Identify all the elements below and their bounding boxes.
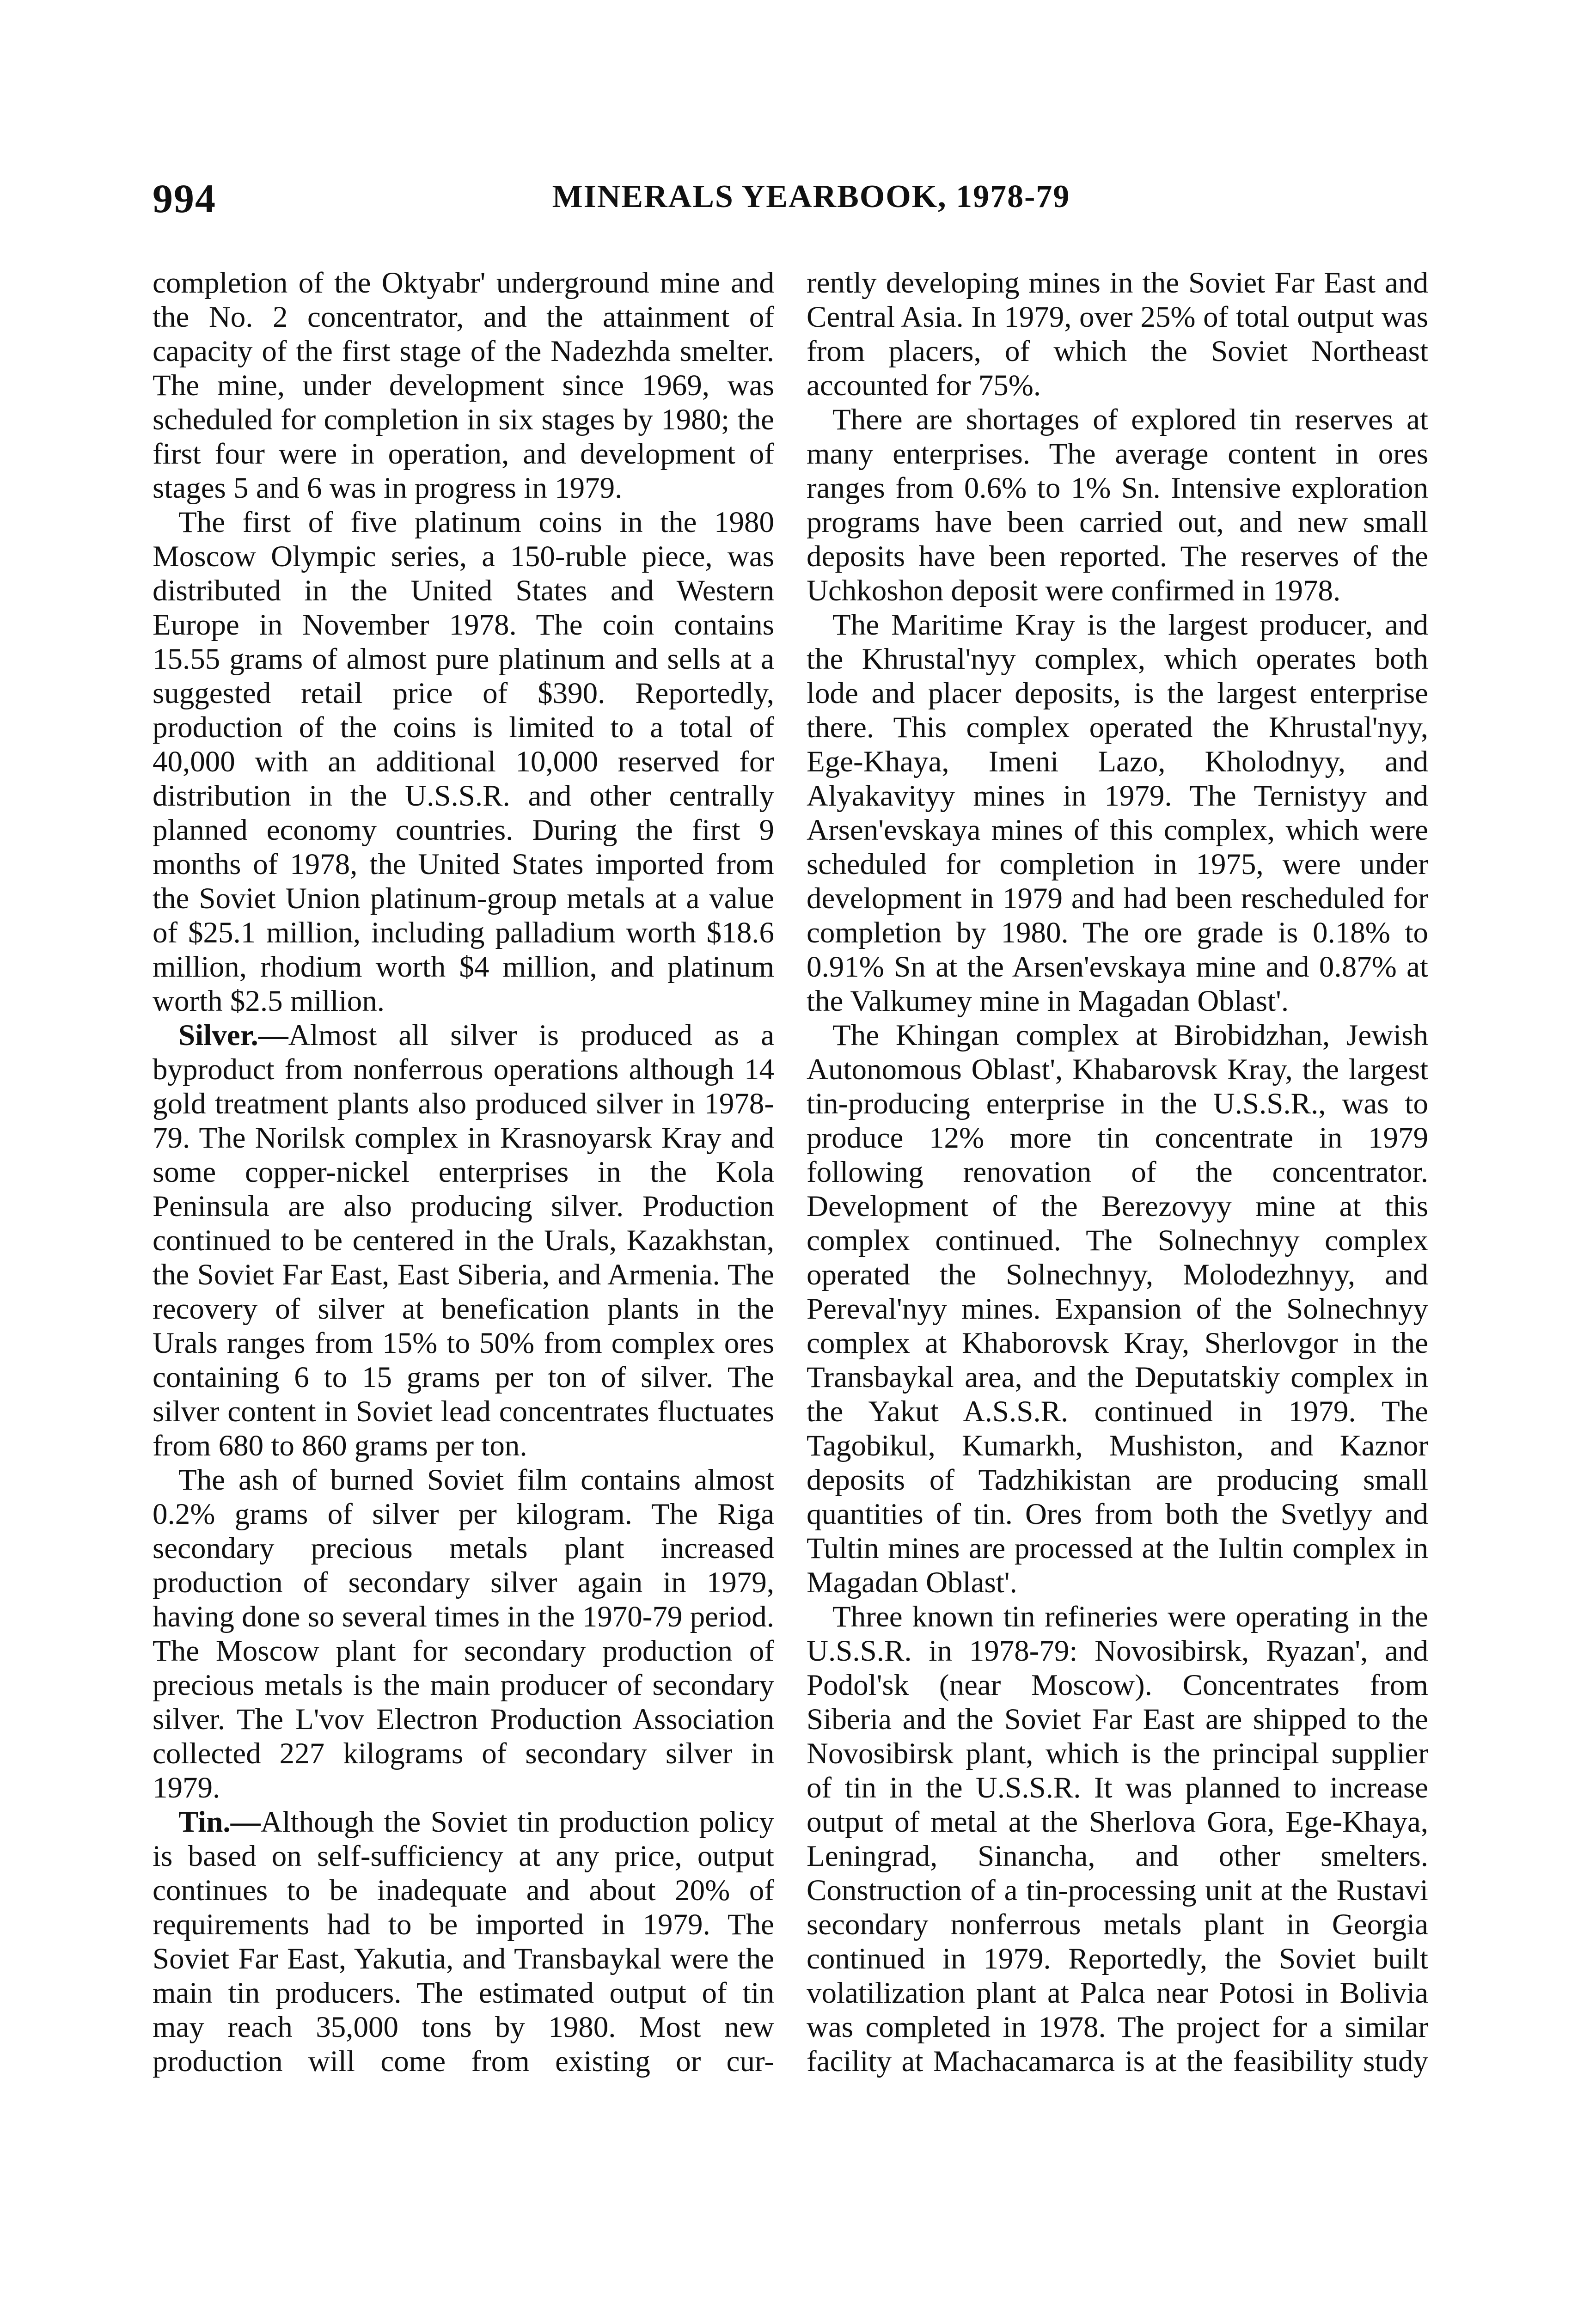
- paragraph-platinum-coins: The first of five platinum coins in the 1980 Moscow Olympic series, a 150-ruble piece, was distributed in the United States and Western Europe in November 1978. The coin contains 15.55 grams of almost pure platinum and sells at a suggested retail price of $390. Reportedly, production of the coins is limited to a total of 40,000 with an additional 10,000 reserved for distribution in the U.S.S.R. and other centrally planned economy countries. During the first 9 months of 1978, the United States imported from the Soviet Union platinum-group metals at a value of $25.1 million, including palladium worth $18.6 million, rhodium worth $4 million, and platinum worth $2.5 million.: [153, 506, 774, 1018]
- section-heading-silver: Silver.—: [178, 1019, 288, 1052]
- running-head: MINERALS YEARBOOK, 1978-79: [552, 179, 1070, 214]
- paragraph-placers: rently developing mines in the Soviet Far East and Central Asia. In 1979, over 25% of total output was from placers, of which the Soviet Northeast accounted for 75%.: [807, 266, 1428, 402]
- right-column: [807, 266, 1428, 2079]
- paragraph-tin-refineries: Three known tin refineries were operating in the U.S.S.R. in 1978-79: Novosibirsk, Ryazan', and Podol'sk (near Moscow). Concentrates from Siberia and the Soviet Far East are shipped to the Novosibirsk plant, which is the principal supplier of tin in the U.S.S.R. It was planned to increase output of metal at the Sherlova Gora, Ege-Khaya, Leningrad, Sinancha, and other smelters. Construction of a tin-processing unit at the Rustavi secondary nonferrous metals plant in Georgia continued in 1979. Reportedly, the Soviet built volatilization plant at Palca near Potosi in Bolivia was completed in 1978. The project for a similar facility at Machacamarca is at the feasibility study: [807, 1600, 1428, 2078]
- paragraph-tin: [153, 1805, 774, 2079]
- paragraph-silver-text: Almost all silver is produced as a byproduct from nonferrous operations although 14 gold treatment plants also produced silver in 1978-79. The Norilsk complex in Krasnoyarsk Kray and some copper-nickel enterprises in the Kola Peninsula are also producing silver. Production continued to be centered in the Urals, Kazakhstan, the Soviet Far East, East Siberia, and Armenia. The recovery of silver at benefication plants in the Urals ranges from 15% to 50% from complex ores containing 6 to 15 grams per ton of silver. The silver content in Soviet lead concentrates fluctuates from 680 to 860 grams per ton.: [153, 1019, 774, 1462]
- paragraph-tin-text: Although the Soviet tin production policy is based on self-sufficiency at any price, output continues to be inadequate and about 20% of requirements had to be imported in 1979. The Soviet Far East, Yakutia, and Transbaykal were the main tin producers. The estimated output of tin may reach 35,000 tons by 1980. Most new production will come from existing or cur-: [153, 1805, 774, 2078]
- paragraph-maritime-kray: The Maritime Kray is the largest producer, and the Khrustal'nyy complex, which operates both lode and placer deposits, is the largest enterprise there. This complex operated the Khrustal'nyy, Ege-Khaya, Imeni Lazo, Kholodnyy, and Alyakavityy mines in 1979. The Ternistyy and Arsen'evskaya mines of this complex, which were scheduled for completion in 1975, were under development in 1979 and had been rescheduled for completion by 1980. The ore grade is 0.18% to 0.91% Sn at the Arsen'evskaya mine and 0.87% at the Valkumey mine in Magadan Oblast'.: [807, 608, 1428, 1018]
- left-column: [153, 266, 774, 2079]
- section-heading-tin: Tin.—: [178, 1805, 261, 1839]
- paragraph-oktyabr-mine: completion of the Oktyabr' underground mine and the No. 2 concentrator, and the attainment of capacity of the first stage of the Nadezhda smelter. The mine, under development since 1969, was scheduled for completion in six stages by 1980; the first four were in operation, and development of stages 5 and 6 was in progress in 1979.: [153, 266, 774, 505]
- page-number: 994: [153, 177, 216, 221]
- paragraph-silver: [153, 1018, 774, 1463]
- page-header: [153, 176, 1470, 240]
- paragraph-tin-reserves: There are shortages of explored tin reserves at many enterprises. The average content in ores ranges from 0.6% to 1% Sn. Intensive exploration programs have been carried out, and new small deposits have been reported. The reserves of the Uchkoshon deposit were confirmed in 1978.: [807, 403, 1428, 607]
- paragraph-khingan-complex: The Khingan complex at Birobidzhan, Jewish Autonomous Oblast', Khabarovsk Kray, the largest tin-producing enterprise in the U.S.S.R., was to produce 12% more tin concentrate in 1979 following renovation of the concentrator. Development of the Berezovyy mine at this complex continued. The Solnechnyy complex operated the Solnechnyy, Molodezhnyy, and Pereval'nyy mines. Expansion of the Solnechnyy complex at Khaborovsk Kray, Sherlovgor in the Transbaykal area, and the Deputatskiy complex in the Yakut A.S.S.R. continued in 1979. The Tagobikul, Kumarkh, Mushiston, and Kaznor deposits of Tadzhikistan are producing small quantities of tin. Ores from both the Svetlyy and Tultin mines are processed at the Iultin complex in Magadan Oblast'.: [807, 1019, 1428, 1599]
- paragraph-film-ash: The ash of burned Soviet film contains almost 0.2% grams of silver per kilogram. The Riga secondary precious metals plant increased production of secondary silver again in 1979, having done so several times in the 1970-79 period. The Moscow plant for secondary production of precious metals is the main producer of secondary silver. The L'vov Electron Production Association collected 227 kilograms of secondary silver in 1979.: [153, 1463, 774, 1804]
